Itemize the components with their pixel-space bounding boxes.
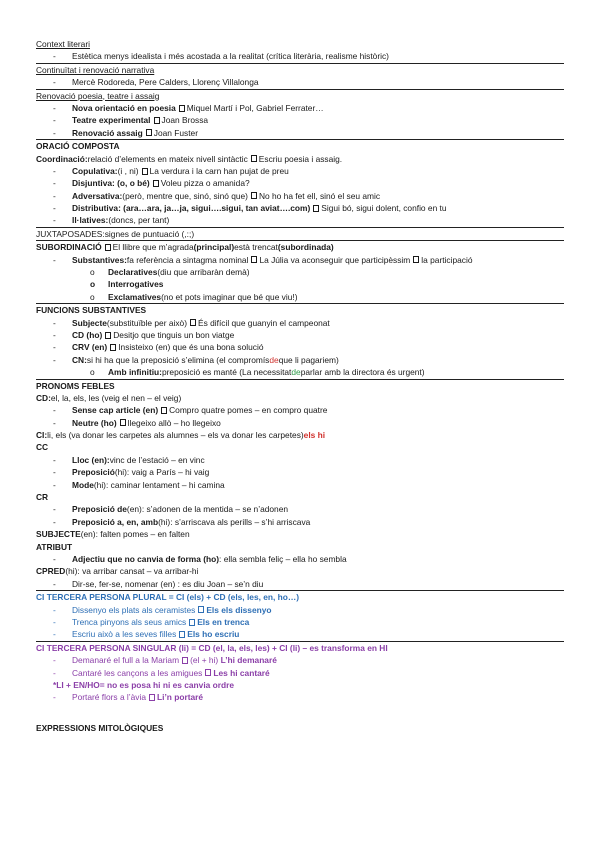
arrow-box-icon xyxy=(142,168,148,175)
arrow-box-icon xyxy=(105,332,111,339)
pronouns-cr-item: - Preposició a, en, amb (hi): s’arriscava als perills – s’hi arriscava xyxy=(53,516,311,527)
functions-cn-item: - CN: si hi ha que la preposició s’elimina (el compromís de que li pagariem) xyxy=(53,354,339,365)
compound-item: - Distributiva: (ara…ara, ja…ja, sigui….sigui, tan aviat….com) Sigui bó, sigui dolent, confio en tu xyxy=(53,203,447,214)
renovation-item: - Renovació assaig Joan Fuster xyxy=(53,127,198,138)
arrow-box-icon xyxy=(189,619,195,626)
arrow-box-icon xyxy=(251,256,257,263)
singular-heading: CI TERCERA PERSONA SINGULAR (li) = CD (el, la, els, les) + CI (li) – es transforma en HI xyxy=(36,641,564,654)
singular-note: *LI + EN/HO= no es posa hi ni es canvia ordre xyxy=(53,679,235,690)
compound-item: - Copulativa: (i , ni) La verdura i la carn han pujat de preu xyxy=(53,165,289,176)
continuity-heading: Continuïtat i renovació narrativa xyxy=(36,63,564,76)
arrow-box-icon xyxy=(182,657,188,664)
arrow-box-icon xyxy=(154,117,160,124)
renovation-item: - Teatre experimental Joan Brossa xyxy=(53,115,209,126)
coordination-line: Coordinació: relació d’elements en mateix nivell sintàctic Escriu poesia i assaig. xyxy=(36,153,343,164)
singular-item: - Demanaré el full a la Mariam (el + hi) L’hi demanaré xyxy=(53,655,277,666)
arrow-box-icon xyxy=(120,419,126,426)
pronouns-cpred-line: CPRED (hi): va arribar cansat – va arribar-hi xyxy=(36,566,199,577)
compound-item: - Il·latives: (doncs, per tant) xyxy=(53,215,170,226)
plural-item: - Dissenyo els plats als ceramistes Els els dissenyo xyxy=(53,604,272,615)
compound-item: - Adversativa: (però, mentre que, sinó, sinó que) No ho ha fet ell, sinó el seu amic xyxy=(53,190,381,201)
pronouns-subject-line: SUBJECTE (en): falten pomes – en falten xyxy=(36,529,190,540)
arrow-box-icon xyxy=(149,694,155,701)
context-heading-text: Context literari xyxy=(36,38,90,49)
functions-item: - CRV (en) Insisteixo (en) que és una bona solució xyxy=(53,342,264,353)
functions-infinitive-subitem: o Amb infinitiu: preposició es manté (La necessitat de parlar amb la directora és urgent) xyxy=(90,367,425,378)
arrow-box-icon xyxy=(251,192,257,199)
juxtaposition-line: JUXTAPOSADES: signes de puntuació (,:;) xyxy=(36,227,564,240)
singular-item: - Cantaré les cançons a les amigues Les hi cantaré xyxy=(53,667,270,678)
substantives-subitem: o Declaratives (diu que arribaràn demà) xyxy=(90,267,250,278)
pronouns-attribute-label: ATRIBUT xyxy=(36,541,73,552)
pronouns-cr-label: CR xyxy=(36,492,49,503)
substantives-item: - Substantives: fa referència a sintagma nominal La Júlia va aconseguir que participèssim la participació xyxy=(53,254,473,265)
arrow-box-icon xyxy=(251,155,257,162)
context-heading xyxy=(36,38,564,50)
functions-item: - CD (ho) Desitjo que tinguis un bon viatge xyxy=(53,329,235,340)
pronouns-cc-item: - Lloc (en): vinc de l’estació – en vinc xyxy=(53,454,205,465)
pronouns-cc-label: CC xyxy=(36,442,49,453)
pronouns-cd-item: - Neutre (ho) llegeixo allò – ho llegeixo xyxy=(53,417,221,428)
arrow-box-icon xyxy=(179,631,185,638)
arrow-box-icon xyxy=(179,105,185,112)
plural-item: - Trenca pinyons als seus amics Els en trenca xyxy=(53,616,250,627)
document-page xyxy=(36,38,564,734)
spacer xyxy=(36,704,564,722)
functions-heading: FUNCIONS SUBSTANTIVES xyxy=(36,303,564,316)
compound-heading: ORACIÓ COMPOSTA xyxy=(36,139,564,152)
arrow-box-icon xyxy=(313,205,319,212)
pronouns-heading: PRONOMS FEBLES xyxy=(36,379,564,392)
plural-item: - Escriu això a les seves filles Els ho escriu xyxy=(53,629,240,640)
arrow-box-icon xyxy=(105,244,111,251)
arrow-box-icon xyxy=(198,606,204,613)
arrow-box-icon xyxy=(146,129,152,136)
substantives-subitem: o Interrogatives xyxy=(90,279,164,290)
arrow-box-icon xyxy=(205,669,211,676)
arrow-box-icon xyxy=(161,407,167,414)
myth-heading: EXPRESSIONS MITOLÒGIQUES xyxy=(36,722,164,733)
pronouns-attribute-item: - Adjectiu que no canvia de forma (ho) : ella sembla feliç – ella ho sembla xyxy=(53,554,347,564)
pronouns-ci-line: CI: li, els (va donar les carpetes als alumnes – els va donar les carpetes) els hi xyxy=(36,430,326,441)
pronouns-cr-item: - Preposició de (en): s’adonen de la mentida – se n’adonen xyxy=(53,504,289,515)
singular-item: - Portaré flors a l’àvia Li’n portaré xyxy=(53,692,204,703)
functions-item: - Subjecte (substituïble per això) És difícil que guanyin el campeonat xyxy=(53,317,330,328)
pronouns-cc-item: - Preposició (hi): vaig a París – hi vaig xyxy=(53,467,210,478)
subordination-line: SUBORDINACIÓ El llibre que m’agrada (principal) està trencat (subordinada) xyxy=(36,240,564,253)
pronouns-cpred-item: - Dir-se, fer-se, nomenar (en) : es diu Joan – se’n diu xyxy=(53,578,264,589)
renovation-item: - Nova orientació en poesia Miquel Martí i Pol, Gabriel Ferrater… xyxy=(53,102,324,113)
pronouns-cd-line: CD: el, la, els, les (veig el nen – el veig) xyxy=(36,392,182,403)
arrow-box-icon xyxy=(110,344,116,351)
arrow-box-icon xyxy=(190,319,196,326)
pronouns-cd-item: - Sense cap article (en) Compro quatre pomes – en compro quatre xyxy=(53,405,328,416)
arrow-box-icon xyxy=(413,256,419,263)
renovation-heading: Renovació poesia, teatre i assaig xyxy=(36,89,564,102)
pronouns-cc-item: - Mode (hi): caminar lentament – hi camina xyxy=(53,479,225,490)
arrow-box-icon xyxy=(153,180,159,187)
substantives-subitem: o Exclamatives (no et pots imaginar que bé que viu!) xyxy=(90,291,298,302)
compound-item: - Disjuntiva: (o, o bé) Voleu pizza o amanida? xyxy=(53,178,250,189)
context-item: - Estètica menys idealista i més acostada a la realitat (crítica literària, realisme històric) xyxy=(53,51,389,62)
plural-heading: CI TERCERA PERSONA PLURAL = CI (els) + CD (els, les, en, ho…) xyxy=(36,590,564,603)
continuity-item: - Mercè Rodoreda, Pere Calders, Llorenç Villalonga xyxy=(53,77,259,88)
